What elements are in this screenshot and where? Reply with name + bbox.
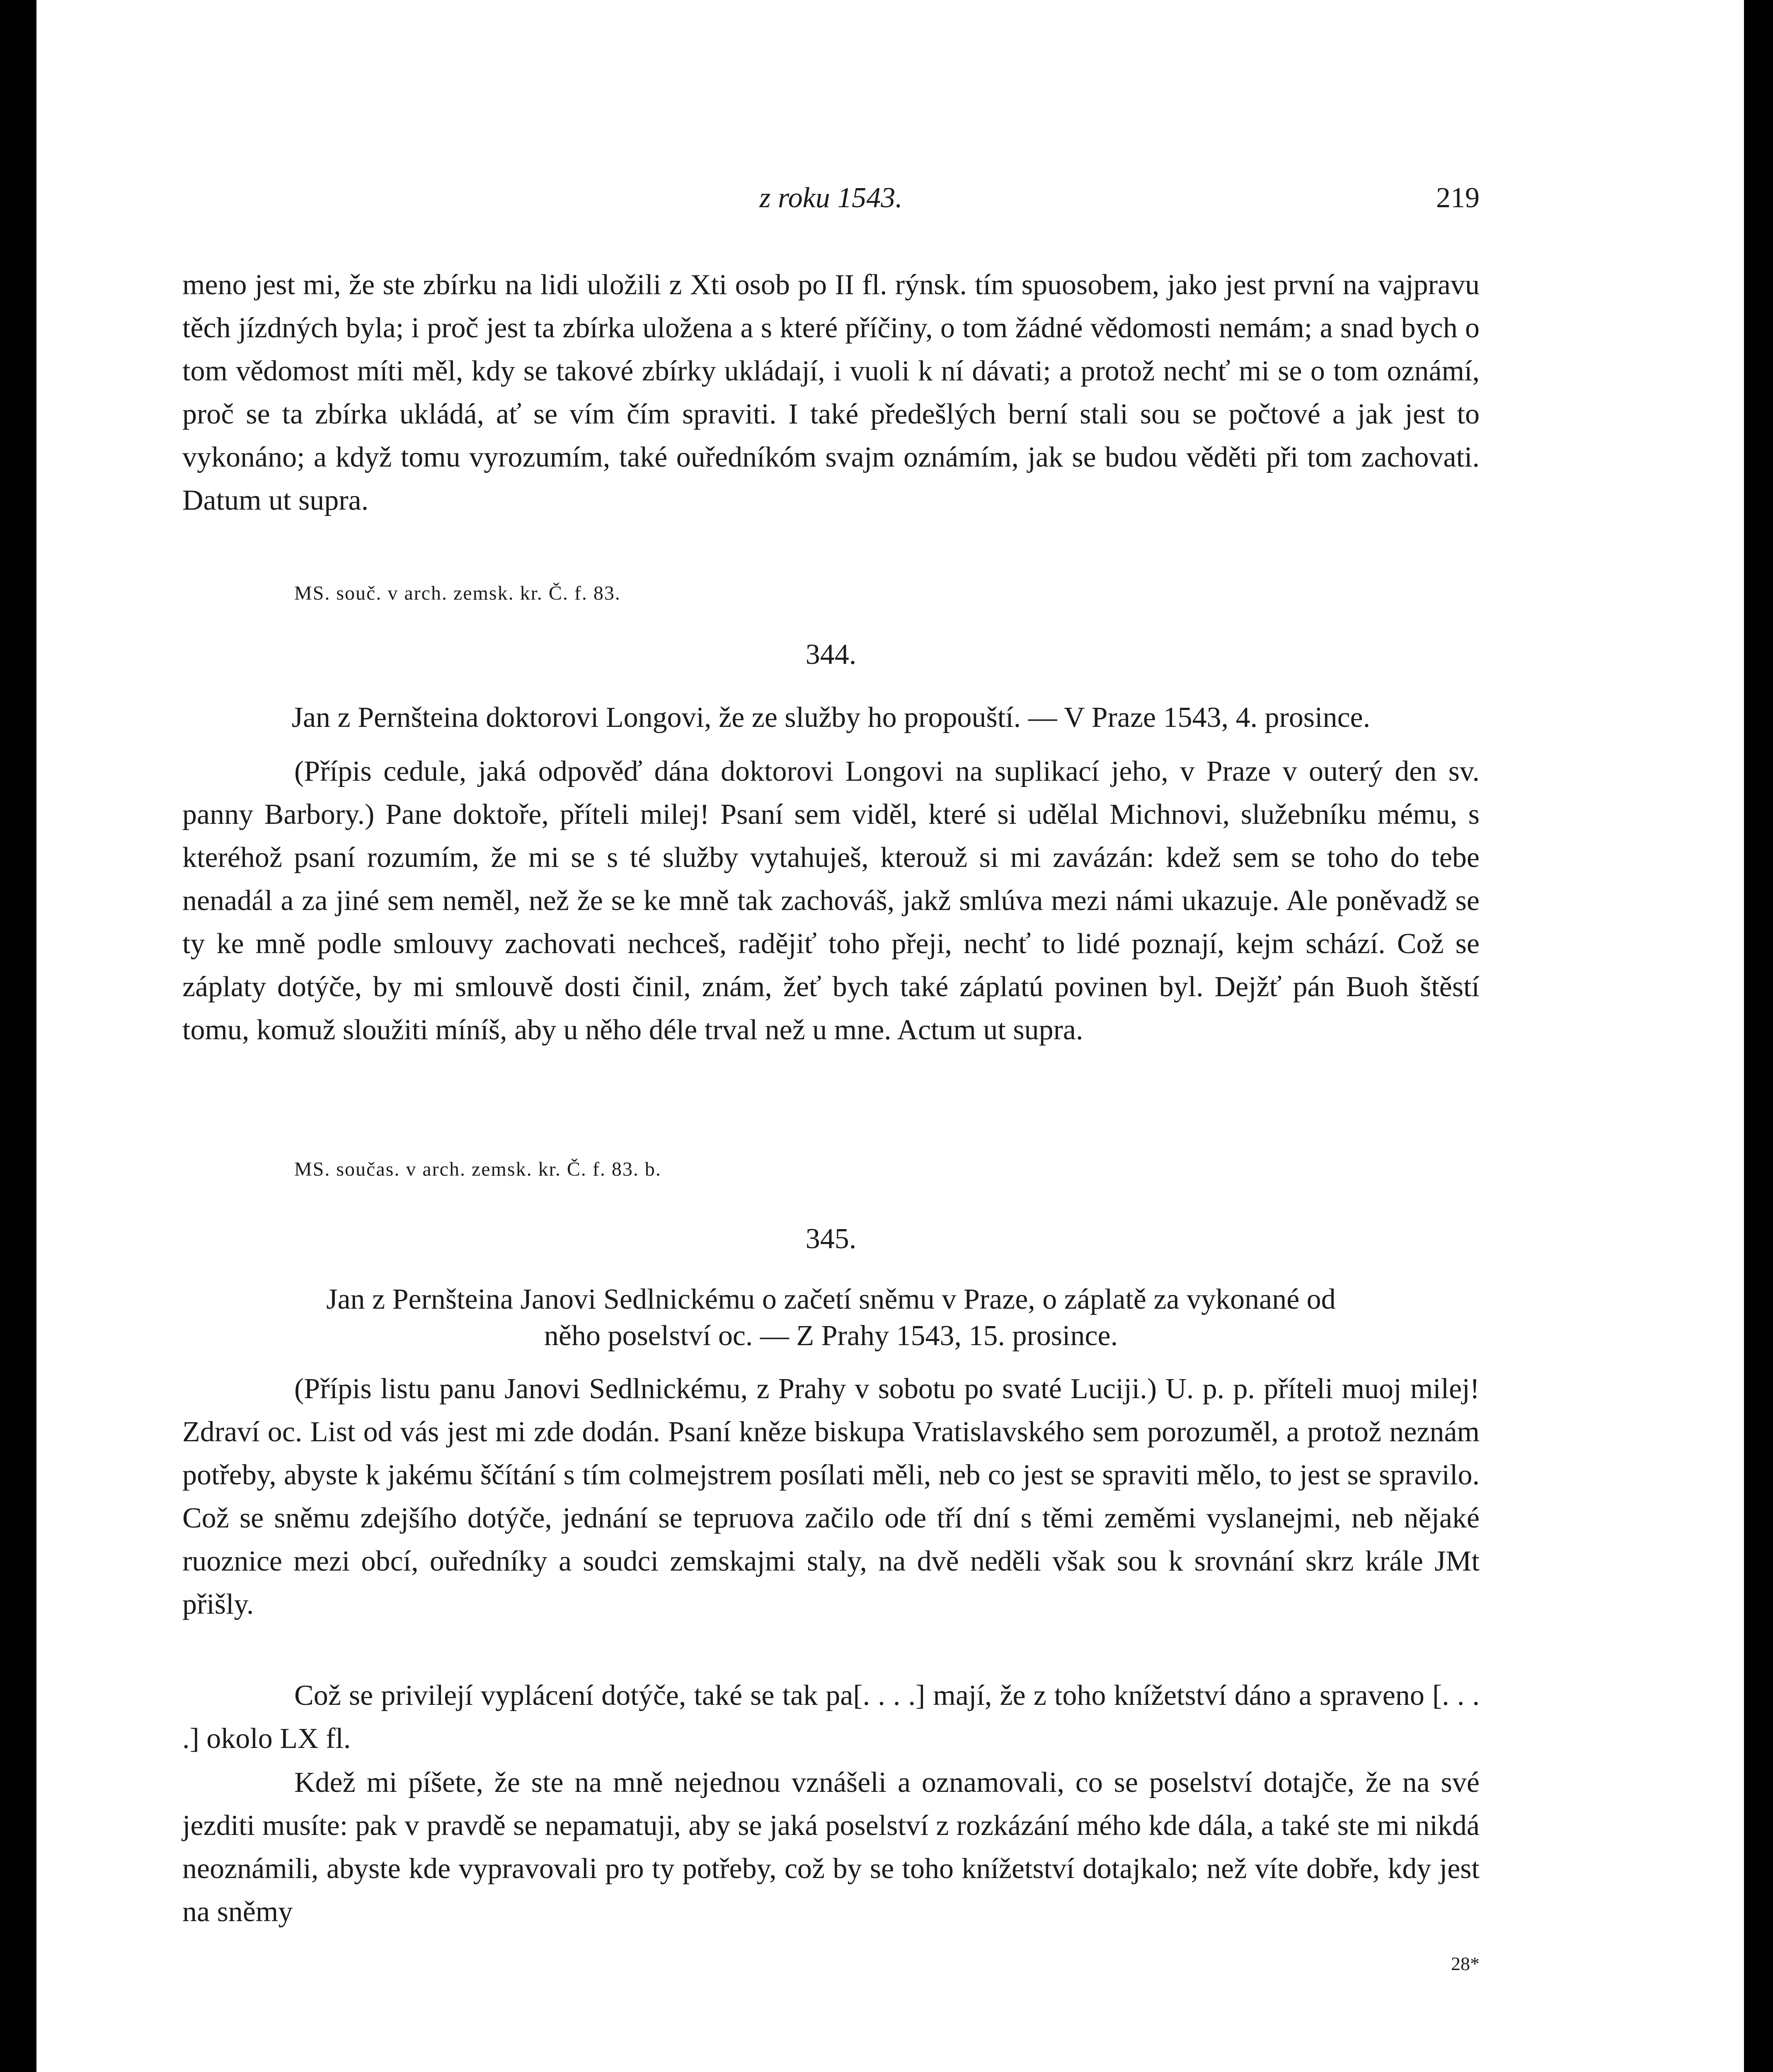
book-page: [182, 0, 1480, 2072]
document-heading: Jan z Pernšteina doktorovi Longovi, že ze služby ho propouští. — V Praze 1543, 4. prosince.: [291, 702, 1371, 733]
continued-letter-text: meno jest mi, že ste zbírku na lidi uložili z Xti osob po II fl. rýnsk. tím spuosobem, jako jest první na vajpravu těch jízdných byla; i proč jest ta zbírka uložena a s které příčiny, o tom žádné vědomosti nemám; a snad bych o tom vědomost míti měl, kdy se takové zbírky ukládají, i vuoli k ní dávati; a protož nechť mi se o tom oznámí, proč se ta zbírka ukládá, ať se vím čím spraviti. I také předešlých berní stali sou se počtové a jak jest to vykonáno; a když tomu vyrozumím, také ouředníkóm svajm oznámím, jak se budou věděti při tom zachovati. Datum ut supra.: [182, 269, 1480, 516]
page-number: 219: [1436, 182, 1480, 214]
document-heading: [182, 1281, 1480, 1354]
running-head: [182, 182, 1480, 227]
running-title: z roku 1543.: [759, 182, 903, 214]
source-note: MS. součas. v arch. zemsk. kr. Č. f. 83. b.: [294, 1158, 661, 1180]
document-number: 344.: [805, 639, 857, 670]
document-paragraph: Kdež mi píšete, že ste na mně nejednou vznášeli a oznamovali, co se poselství dotajče, že na své jezditi musíte: pak v pravdě se nepamatuji, aby se jaká poselství z rozkázání mého kde dála, a také ste mi nikdá neoznámili, abyste kde vypravovali pro ty potřeby, což by se toho knížetství dotajkalo; než víte dobře, kdy jest na sněmy: [182, 1767, 1480, 1928]
document-heading-line: něho poselství oc. — Z Prahy 1543, 15. prosince.: [544, 1320, 1118, 1352]
document-number: 345.: [805, 1223, 857, 1255]
document-paragraph: Což se privilejí vyplácení dotýče, také se tak pa[. . . .] mají, že z toho knížetství dáno a spraveno [. . . .] okolo LX fl.: [182, 1680, 1480, 1755]
document-heading-line: Jan z Pernšteina Janovi Sedlnickému o začetí sněmu v Praze, o záplatě za vykonané od: [326, 1283, 1336, 1315]
document-body: (Přípis cedule, jaká odpověď dána doktorovi Longovi na suplikací jeho, v Praze v outerý den sv. panny Barbory.) Pane doktoře, příteli milej! Psaní sem viděl, které si udělal Michnovi, služebníku mému, s kteréhož psaní rozumím, že mi se s té služby vytahuješ, kterouž si mi zavázán: kdež sem se toho do tebe nenadál a za jiné sem neměl, než že se ke mně tak zachováš, jakž smlúva mezi námi ukazuje. Ale poněvadž se ty ke mně podle smlouvy zachovati nechceš, radějiť toho přeji, nechť to lidé poznají, kejm schází. Což se záplaty dotýče, by mi smlouvě dosti činil, znám, žeť bych také záplatú povinen byl. Dejžť pán Buoh štěstí tomu, komuž sloužiti míníš, aby u něho déle trval než u mne. Actum ut supra.: [182, 755, 1480, 1046]
source-note: MS. souč. v arch. zemsk. kr. Č. f. 83.: [294, 582, 621, 604]
scan-border-left: [0, 0, 36, 2072]
document-paragraph: (Přípis listu panu Janovi Sedlnickému, z Prahy v sobotu po svaté Luciji.) U. p. p. příteli muoj milej! Zdraví oc. List od vás jest mi zde dodán. Psaní kněze biskupa Vratislavského sem porozuměl, a protož neznám potřeby, abyste k jakému ščítání s tím colmejstrem posílati měli, neb co jest se spraviti mělo, to jest se spravilo. Což se sněmu zdejšího dotýče, jednání se tepruova začilo ode tří dní s těmi zeměmi vyslanejmi, neb nějaké ruoznice mezi obcí, ouředníky a soudci zemskajmi staly, na dvě neděli však sou k srovnání skrz krále JMt přišly.: [182, 1373, 1480, 1620]
printer-signature: 28*: [1451, 1953, 1480, 1974]
scan-border-right: [1744, 0, 1773, 2072]
